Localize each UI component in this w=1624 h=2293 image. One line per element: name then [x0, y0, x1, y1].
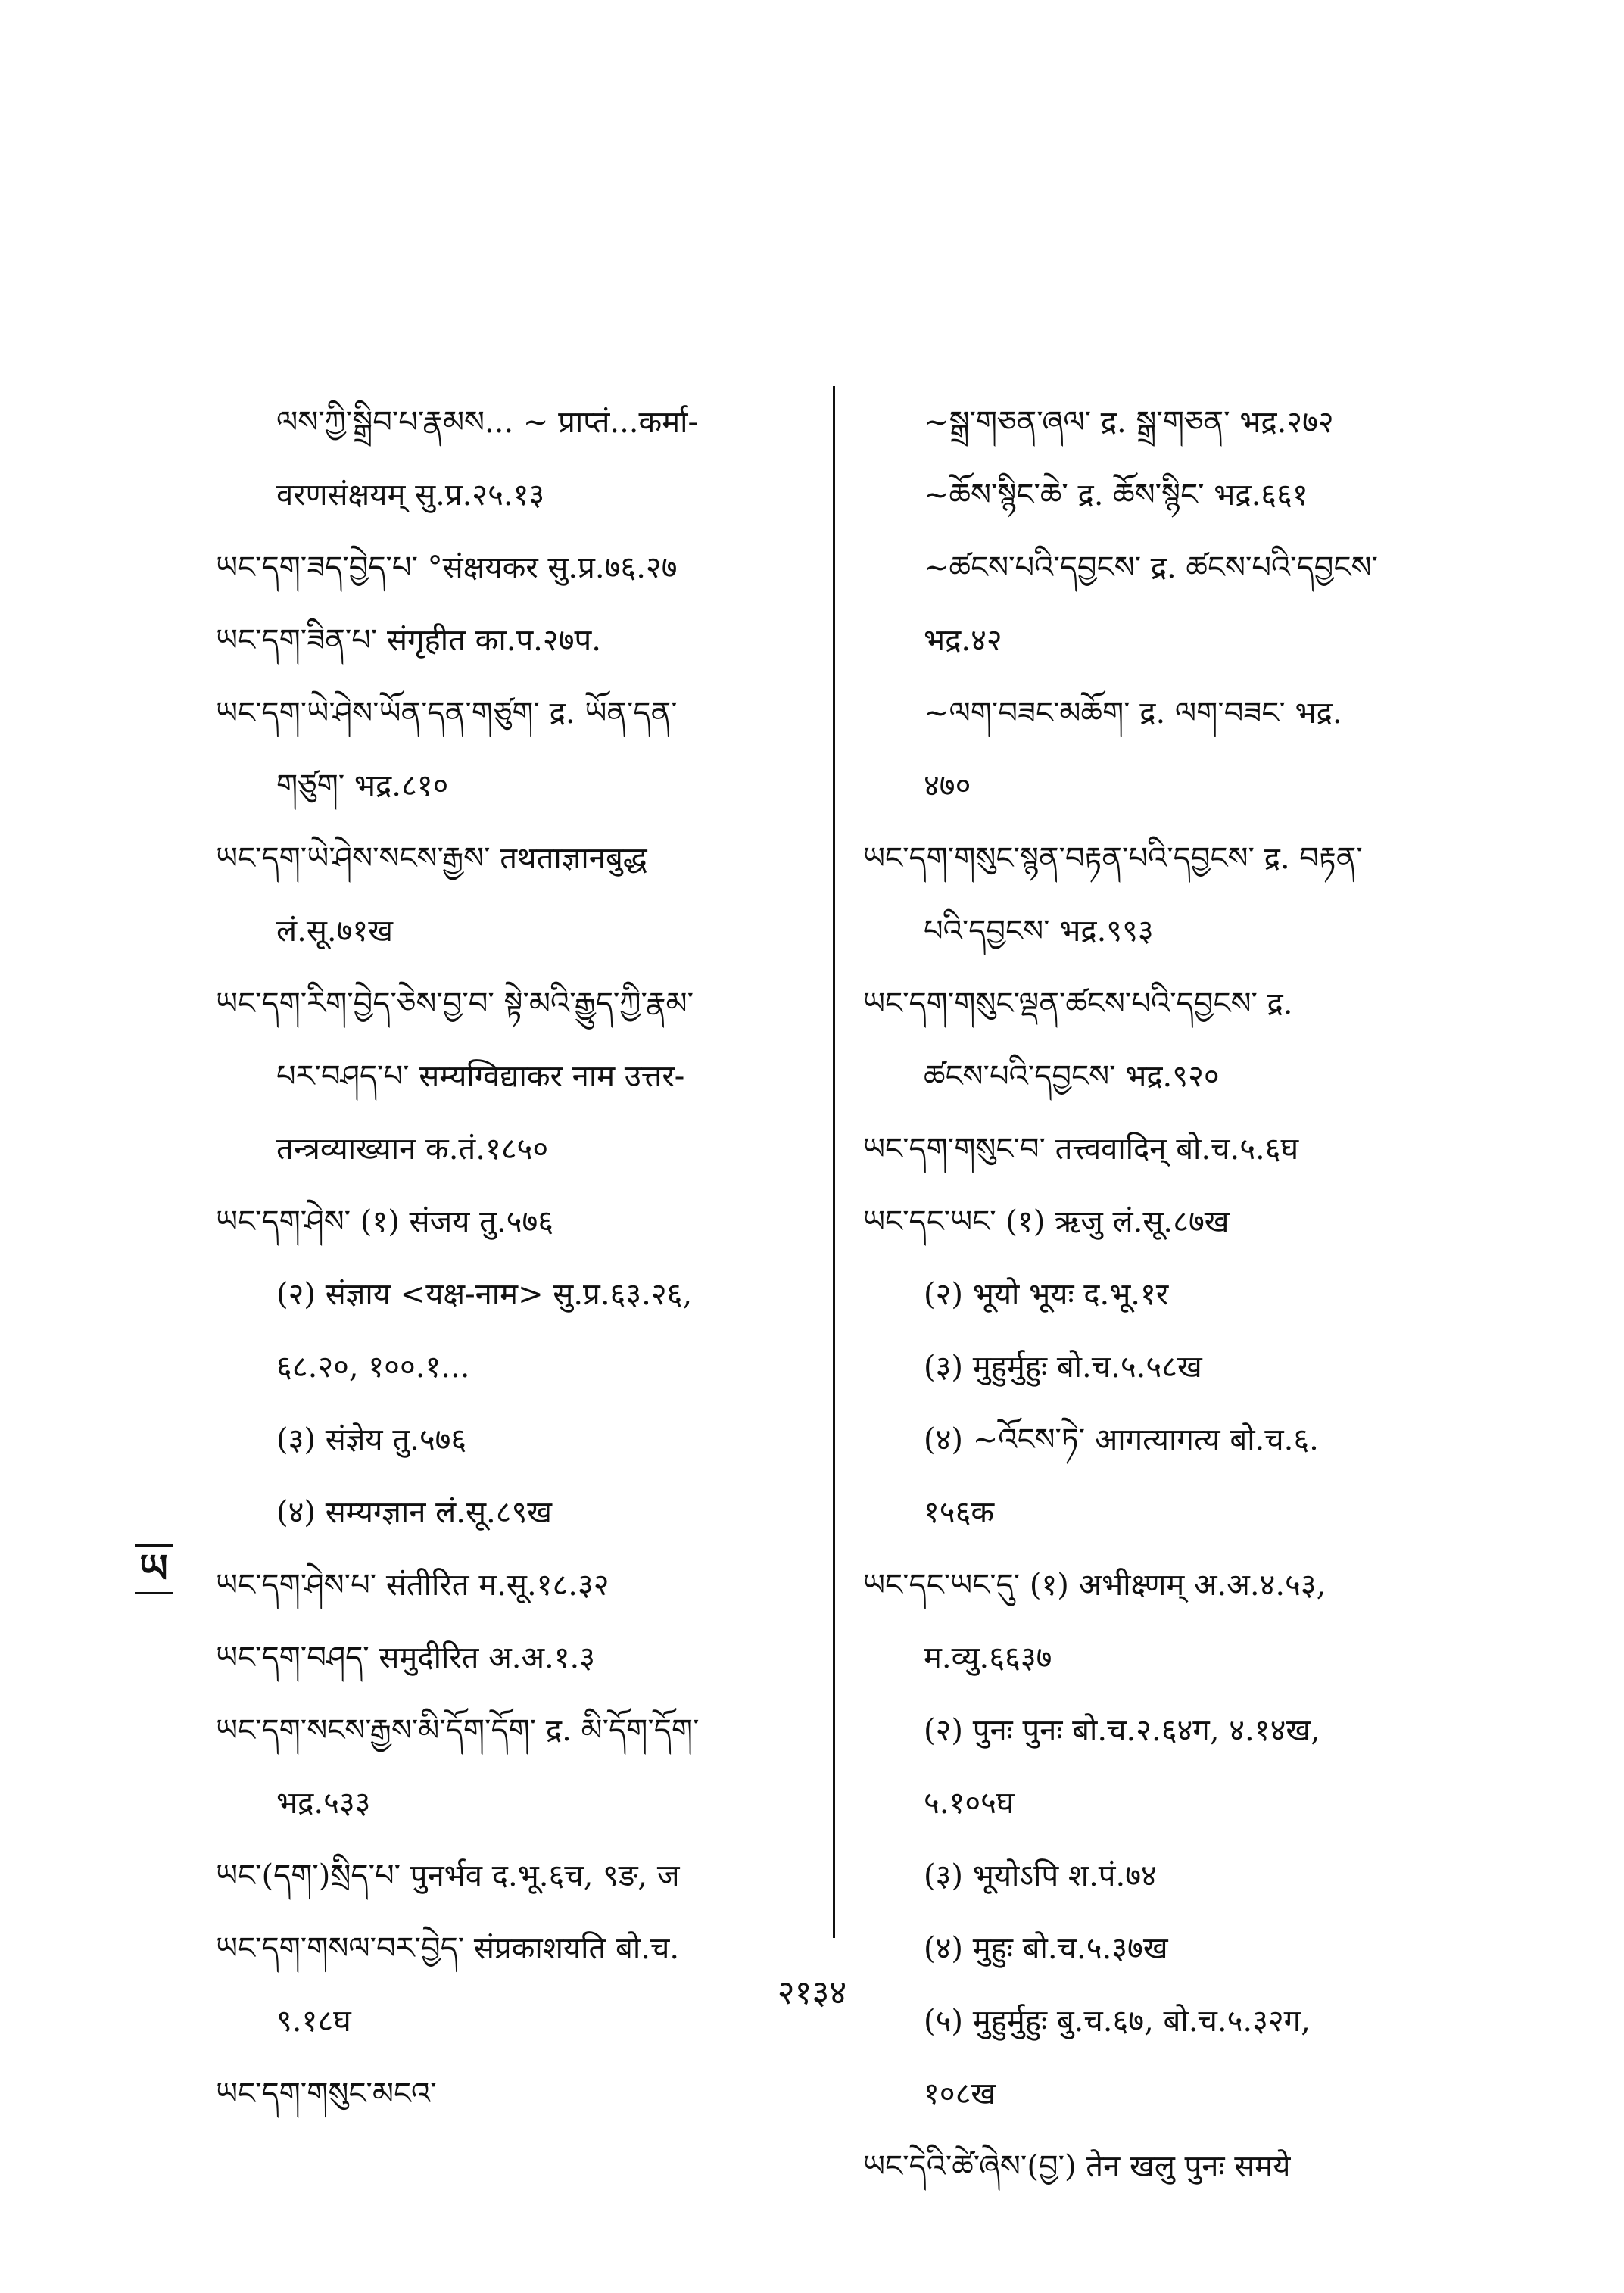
- entry-line: ཡང་དག་ཟིན་པ་ संगृहीत का.प.२७प.: [216, 623, 601, 658]
- right-column: [863, 386, 1469, 2203]
- entry-line: (३) भूयोऽपि श.पं.७४: [924, 1858, 1157, 1893]
- left-column: [216, 386, 814, 2130]
- entry-line: भद्र.४२: [924, 623, 1002, 658]
- entry-line: ཡང་(དག་)སྲིད་པ་ पुनर्भव द.भू.६च, ९ङ, ज: [216, 1858, 680, 1893]
- entry-line: ལས་ཀྱི་སྒྲིབ་པ་རྣམས... ~ प्राप्तं...कर्मा-: [276, 405, 699, 440]
- entry-line: ཡང་དག་ཟད་བྱེད་པ་ °संक्षयकर सु.प्र.७६.२७: [216, 550, 678, 585]
- page-number: २१३४: [777, 1974, 847, 2012]
- entry-line: པའི་དབྱངས་ भद्र.९९३: [924, 914, 1154, 949]
- entry-line: (४) सम्यग्ज्ञान लं.सू.८९ख: [276, 1495, 553, 1530]
- margin-marker: ཡ: [135, 1544, 173, 1594]
- entry-line: (३) संज्ञेय तु.५७६: [276, 1422, 467, 1457]
- entry-line: ཡང་དག་རིག་བྱེད་ཅེས་བྱ་བ་ སྟེ་མའི་རྒྱུད་ཀྱི་རྣམ་: [216, 986, 694, 1021]
- entry-line: ཡང་དག་གསུང་སྙན་བརྟན་པའི་དབྱངས་ द्र. བརྟན་: [863, 841, 1363, 876]
- entry-line: ~སྒྲ་གཅན་ཞལ་ द्र. སྒྲ་གཅན་ भद्र.२७२: [924, 405, 1334, 440]
- entry-line: ཡང་དག་ཡེ་ཤེས་སངས་རྒྱས་ तथताज्ञानबुद्ध: [216, 841, 647, 876]
- entry-line: म.व्यु.६६३७: [924, 1640, 1052, 1675]
- entry-line: ཡང་དེའི་ཚེ་ཞེས་(བྱ་) तेन खलु पुनः समये: [863, 2149, 1291, 2184]
- entry-line: ~ཆོས་སྙིང་ཆེ་ द्र. ཆོས་སྙིང་ भद्र.६६१: [924, 478, 1308, 512]
- entry-line: भद्र.५३३: [276, 1786, 371, 1821]
- entry-line: ཡང་དག་སངས་རྒྱས་མི་དོག་དོག་ द्र. མི་དོག་དོག་: [216, 1713, 700, 1748]
- entry-line: གཙུག་ भद्र.८१०: [276, 768, 449, 803]
- entry-line: ४७०: [924, 768, 971, 803]
- entry-line: (४) मुहुः बो.च.५.३७ख: [924, 1931, 1168, 1966]
- entry-line: वरणसंक्षयम् सु.प्र.२५.१३: [276, 478, 545, 512]
- entry-line: ཡང་དག་བཤད་ समुदीरित अ.अ.१.३: [216, 1640, 596, 1675]
- entry-line: (२) पुनः पुनः बो.च.२.६४ग, ४.१४ख,: [924, 1713, 1320, 1748]
- entry-line: १०८ख: [924, 2076, 996, 2111]
- column-divider: [833, 386, 835, 1938]
- entry-line: ཡང་དག་གསལ་བར་བྱེད་ संप्रकाशयति बो.च.: [216, 1931, 680, 1966]
- entry-line: ཡང་དག་གསུང་མངའ་: [216, 2076, 437, 2111]
- entry-line: (२) संज्ञाय <यक्ष-नाम> सु.प्र.६३.२६,: [276, 1277, 693, 1312]
- entry-line: ཡང་དག་ཤེས་ (१) संजय तु.५७६: [216, 1204, 554, 1239]
- entry-line: लं.सू.७१ख: [276, 914, 393, 949]
- entry-line: तन्त्रव्याख्यान क.तं.१८५०: [276, 1132, 549, 1167]
- entry-line: १५६क: [924, 1495, 995, 1530]
- entry-line: ~ཚངས་པའི་དབྱངས་ द्र. ཚངས་པའི་དབྱངས་: [924, 550, 1378, 585]
- entry-line: ཚངས་པའི་དབྱངས་ भद्र.९२०: [924, 1059, 1220, 1094]
- entry-line: ཡང་དག་ཡེ་ཤེས་ཡོན་དན་གཙུག་ द्र. ཡོན་དན་: [216, 696, 678, 731]
- entry-line: ཡང་དག་ཤེས་པ་ संतीरित म.सू.१८.३२: [216, 1568, 609, 1603]
- entry-line: (५) मुहुर्मुहुः बु.च.६७, बो.च.५.३२ग,: [924, 2004, 1311, 2039]
- entry-line: ५.१०५घ: [924, 1786, 1015, 1821]
- entry-line: ཡང་དག་གསུང་ལྡན་ཚངས་པའི་དབྱངས་ द्र.: [863, 986, 1293, 1021]
- entry-line: ६८.२०, १००.१...: [276, 1350, 470, 1385]
- entry-line: (२) भूयो भूयः द.भू.१र: [924, 1277, 1169, 1312]
- entry-line: ཡང་དག་གསུང་བ་ तत्त्ववादिन् बो.च.५.६घ: [863, 1132, 1299, 1167]
- entry-line: (३) मुहुर्मुहुः बो.च.५.५८ख: [924, 1350, 1202, 1385]
- entry-line: (४) ~འོངས་ཏེ་ आगत्यागत्य बो.च.६.: [924, 1422, 1319, 1457]
- entry-line: ཡང་དང་ཡང་དུ་ (१) अभीक्ष्णम् अ.अ.४.५३,: [863, 1568, 1326, 1603]
- entry-line: པར་བཤད་པ་ सम्यग्विद्याकर नाम उत्तर-: [276, 1059, 685, 1094]
- entry-line: ९.१८घ: [276, 2004, 351, 2039]
- entry-line: ཡང་དང་ཡང་ (१) ऋजु लं.सू.८७ख: [863, 1204, 1230, 1239]
- entry-line: ~ལག་བཟང་མཆོག་ द्र. ལག་བཟང་ भद्र.: [924, 696, 1342, 731]
